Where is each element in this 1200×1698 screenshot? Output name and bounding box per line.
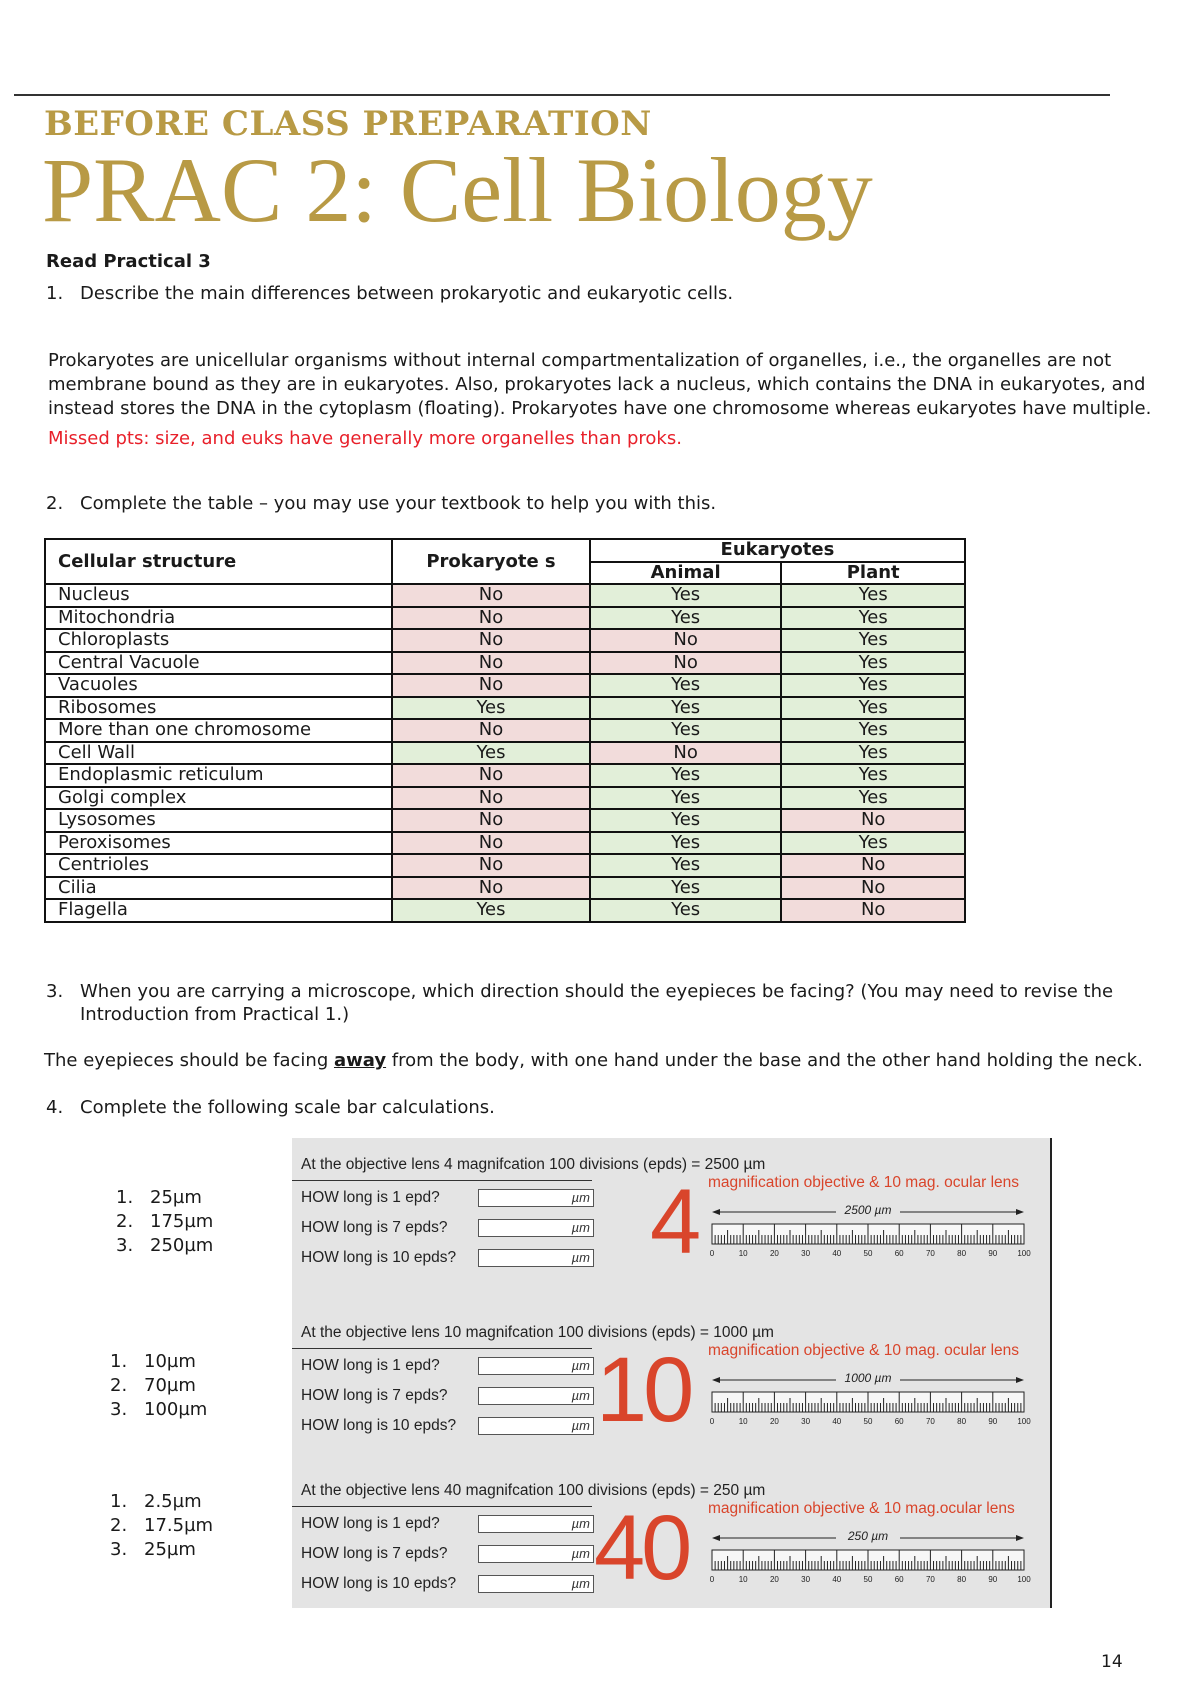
question-1 (46, 282, 733, 306)
question-2-text: Complete the table – you may use your textbook to help you with this. (80, 493, 717, 514)
animal-cell: Yes (590, 787, 782, 810)
question-label: HOW long is 10 epds? (301, 1417, 457, 1434)
question-1-answer: Prokaryotes are unicellular organisms without internal compartmentalization of organelles, i.e., the organelles are not membrane bound as they are in eukaryotes. Also, prokaryotes lack a nucleus, which contains the DNA in eukaryotes, and instead stores the DNA in the cytoplasm (floating). Prokaryotes have one chromosome whereas eukaryotes have multiple. (48, 350, 1152, 419)
answer-box[interactable]: µm (478, 1249, 594, 1267)
divider (292, 1180, 592, 1181)
answer-box[interactable]: µm (478, 1357, 594, 1375)
answer-box[interactable]: µm (478, 1219, 594, 1237)
prokaryote-cell: No (392, 674, 590, 697)
eyepiece-scale (708, 1520, 1038, 1600)
list-item: 1. 25µm (116, 1187, 202, 1208)
structure-cell: Nucleus (45, 584, 392, 607)
animal-cell: Yes (590, 832, 782, 855)
structure-cell: Endoplasmic reticulum (45, 764, 392, 787)
tick-label: 60 (894, 1249, 904, 1258)
cell-structure-table (44, 538, 966, 923)
plant-cell: Yes (781, 674, 965, 697)
animal-cell: Yes (590, 764, 782, 787)
prokaryote-cell: No (392, 832, 590, 855)
tick-label: 20 (769, 1575, 779, 1584)
tick-label: 20 (769, 1249, 779, 1258)
question-1-text: Describe the main differences between prokaryotic and eukaryotic cells. (80, 283, 734, 304)
scale-heading: At the objective lens 4 magnifcation 100 divisions (epds) = 2500 µm (301, 1156, 766, 1173)
scale-answers-2 (110, 1350, 207, 1422)
tick-label: 70 (925, 1575, 935, 1584)
prokaryote-cell: No (392, 854, 590, 877)
question-2-number: 2. (46, 493, 64, 514)
table-row (45, 809, 965, 832)
tick-label: 0 (709, 1417, 715, 1426)
tick-label: 0 (709, 1575, 715, 1584)
plant-cell: Yes (781, 607, 965, 630)
prokaryote-cell: No (392, 629, 590, 652)
tick-label: 60 (894, 1575, 904, 1584)
table-row (45, 697, 965, 720)
tick-label: 40 (832, 1575, 842, 1584)
tick-label: 30 (801, 1575, 811, 1584)
tick-label: 10 (738, 1249, 748, 1258)
span-label: 250 µm (847, 1529, 889, 1543)
question-3-answer (44, 1049, 1143, 1073)
magnification-label: magnification objective & 10 mag. ocular lens (708, 1342, 1020, 1359)
structure-cell: Centrioles (45, 854, 392, 877)
animal-cell: Yes (590, 674, 782, 697)
structure-cell: Cilia (45, 877, 392, 900)
prokaryote-cell: No (392, 764, 590, 787)
structure-cell: Cell Wall (45, 742, 392, 765)
question-label: HOW long is 7 epds? (301, 1545, 448, 1562)
table-row (45, 899, 965, 922)
magnification-number: 40 (594, 1497, 689, 1599)
arrow-head-left (712, 1209, 720, 1215)
prokaryote-cell: Yes (392, 899, 590, 922)
scale-bar-figure (292, 1138, 1052, 1608)
scale-heading: At the objective lens 10 magnifcation 100 divisions (epds) = 1000 µm (301, 1324, 774, 1341)
question-4-text: Complete the following scale bar calculations. (80, 1097, 495, 1118)
animal-cell: Yes (590, 854, 782, 877)
prokaryote-cell: Yes (392, 697, 590, 720)
answer-box[interactable]: µm (478, 1515, 594, 1533)
divider (292, 1348, 592, 1349)
plant-cell: Yes (781, 652, 965, 675)
answer-box[interactable]: µm (478, 1387, 594, 1405)
structure-cell: More than one chromosome (45, 719, 392, 742)
table-row (45, 877, 965, 900)
divider (292, 1506, 592, 1507)
animal-cell: Yes (590, 877, 782, 900)
prokaryote-cell: No (392, 584, 590, 607)
question-label: HOW long is 7 epds? (301, 1387, 448, 1404)
span-label: 2500 µm (844, 1203, 892, 1217)
tick-label: 0 (709, 1249, 715, 1258)
list-item: 1. 10µm (110, 1351, 196, 1372)
arrow-head-right (1016, 1377, 1024, 1383)
list-item: 3. 25µm (110, 1539, 196, 1560)
prokaryote-cell: No (392, 607, 590, 630)
structure-cell: Golgi complex (45, 787, 392, 810)
tick-label: 50 (863, 1575, 873, 1584)
plant-cell: Yes (781, 742, 965, 765)
animal-cell: No (590, 742, 782, 765)
structure-cell: Ribosomes (45, 697, 392, 720)
table-row (45, 742, 965, 765)
eyepiece-scale (708, 1194, 1038, 1274)
table-body (45, 584, 965, 922)
scale-block-10x (292, 1324, 1050, 1482)
table-row (45, 652, 965, 675)
prokaryote-cell: No (392, 719, 590, 742)
tick-label: 90 (988, 1417, 998, 1426)
tick-label: 40 (832, 1249, 842, 1258)
plant-cell: Yes (781, 832, 965, 855)
structure-cell: Peroxisomes (45, 832, 392, 855)
tick-label: 70 (925, 1417, 935, 1426)
scale-heading: At the objective lens 40 magnifcation 100 divisions (epds) = 250 µm (301, 1482, 766, 1499)
section-kicker: BEFORE CLASS PREPARATION (44, 104, 652, 144)
answer-box[interactable]: µm (478, 1189, 594, 1207)
list-item: 1. 2.5µm (110, 1491, 202, 1512)
magnification-label: magnification objective & 10 mag. ocular lens (708, 1174, 1020, 1191)
animal-cell: No (590, 652, 782, 675)
tick-label: 30 (801, 1249, 811, 1258)
answer-box[interactable]: µm (478, 1417, 594, 1435)
plant-cell: Yes (781, 719, 965, 742)
tick-label: 60 (894, 1417, 904, 1426)
tick-label: 100 (1017, 1575, 1031, 1584)
structure-cell: Chloroplasts (45, 629, 392, 652)
missed-points-note: Missed pts: size, and euks have generally more organelles than proks. (48, 428, 682, 449)
question-label: HOW long is 10 epds? (301, 1249, 457, 1266)
tick-label: 30 (801, 1417, 811, 1426)
plant-cell: No (781, 877, 965, 900)
tick-label: 90 (988, 1575, 998, 1584)
plant-cell: Yes (781, 629, 965, 652)
header-cellular-structure: Cellular structure (45, 539, 392, 584)
tick-label: 80 (957, 1249, 967, 1258)
tick-label: 80 (957, 1575, 967, 1584)
animal-cell: Yes (590, 899, 782, 922)
animal-cell: Yes (590, 697, 782, 720)
tick-label: 100 (1017, 1417, 1031, 1426)
structure-cell: Lysosomes (45, 809, 392, 832)
question-2 (46, 492, 716, 516)
plant-cell: Yes (781, 787, 965, 810)
magnification-label: magnification objective & 10 mag.ocular lens (708, 1500, 1015, 1517)
plant-cell: Yes (781, 584, 965, 607)
tick-label: 100 (1017, 1249, 1031, 1258)
page-title: PRAC 2: Cell Biology (42, 139, 873, 241)
table-row (45, 629, 965, 652)
question-label: HOW long is 1 epd? (301, 1515, 440, 1532)
animal-cell: No (590, 629, 782, 652)
arrow-head-right (1016, 1535, 1024, 1541)
list-item: 2. 70µm (110, 1375, 196, 1396)
table-row (45, 719, 965, 742)
structure-cell: Vacuoles (45, 674, 392, 697)
list-item: 2. 17.5µm (110, 1515, 214, 1536)
question-4 (46, 1096, 495, 1120)
structure-cell: Central Vacuole (45, 652, 392, 675)
top-rule (14, 94, 1110, 96)
question-label: HOW long is 1 epd? (301, 1189, 440, 1206)
prokaryote-cell: No (392, 652, 590, 675)
table-row (45, 832, 965, 855)
tick-label: 70 (925, 1249, 935, 1258)
plant-cell: No (781, 854, 965, 877)
table-row (45, 674, 965, 697)
answer-before: The eyepieces should be facing (44, 1050, 334, 1071)
structure-cell: Mitochondria (45, 607, 392, 630)
scale-block-4x (292, 1156, 1050, 1314)
scale-answers-3 (110, 1490, 213, 1562)
arrow-head-left (712, 1377, 720, 1383)
plant-cell: No (781, 809, 965, 832)
table-row (45, 854, 965, 877)
prokaryote-cell: No (392, 809, 590, 832)
tick-label: 20 (769, 1417, 779, 1426)
scale-answers-1 (116, 1186, 213, 1258)
header-eukaryotes: Eukaryotes (590, 539, 965, 562)
animal-cell: Yes (590, 584, 782, 607)
prokaryote-cell: No (392, 787, 590, 810)
plant-cell: No (781, 899, 965, 922)
plant-cell: Yes (781, 764, 965, 787)
plant-cell: Yes (781, 697, 965, 720)
span-label: 1000 µm (844, 1371, 892, 1385)
list-item: 2. 175µm (116, 1211, 214, 1232)
question-3-text-line2: Introduction from Practical 1.) (80, 1004, 350, 1025)
tick-label: 50 (863, 1249, 873, 1258)
tick-label: 40 (832, 1417, 842, 1426)
prokaryote-cell: Yes (392, 742, 590, 765)
tick-label: 90 (988, 1249, 998, 1258)
animal-cell: Yes (590, 719, 782, 742)
table-row (45, 764, 965, 787)
header-animal: Animal (590, 562, 782, 585)
tick-label: 10 (738, 1575, 748, 1584)
scale-block-40x (292, 1482, 1050, 1640)
arrow-head-left (712, 1535, 720, 1541)
table-row (45, 787, 965, 810)
header-plant: Plant (781, 562, 965, 585)
animal-cell: Yes (590, 607, 782, 630)
answer-box[interactable]: µm (478, 1575, 594, 1593)
question-4-number: 4. (46, 1097, 64, 1118)
eyepiece-scale (708, 1362, 1038, 1442)
read-instruction: Read Practical 3 (46, 251, 211, 272)
question-1-number: 1. (46, 283, 64, 304)
animal-cell: Yes (590, 809, 782, 832)
tick-label: 50 (863, 1417, 873, 1426)
list-item: 3. 250µm (116, 1235, 214, 1256)
table-row (45, 584, 965, 607)
question-3-number: 3. (46, 981, 64, 1002)
tick-label: 10 (738, 1417, 748, 1426)
prokaryote-cell: No (392, 877, 590, 900)
magnification-number: 4 (650, 1171, 698, 1273)
list-item: 3. 100µm (110, 1399, 208, 1420)
tick-label: 80 (957, 1417, 967, 1426)
question-label: HOW long is 7 epds? (301, 1219, 448, 1236)
question-3-text-line1: When you are carrying a microscope, which direction should the eyepieces be facing? (You may need to revise the (80, 981, 1114, 1002)
question-3 (46, 980, 1113, 1004)
structure-cell: Flagella (45, 899, 392, 922)
magnification-number: 10 (596, 1339, 691, 1441)
page-number: 14 (1101, 1652, 1123, 1672)
answer-emphasis: away (333, 1050, 387, 1071)
answer-box[interactable]: µm (478, 1545, 594, 1563)
question-label: HOW long is 1 epd? (301, 1357, 440, 1374)
table-row (45, 607, 965, 630)
header-prokaryotes: Prokaryote s (392, 539, 590, 584)
question-label: HOW long is 10 epds? (301, 1575, 457, 1592)
answer-after: from the body, with one hand under the base and the other hand holding the neck. (386, 1050, 1143, 1071)
arrow-head-right (1016, 1209, 1024, 1215)
